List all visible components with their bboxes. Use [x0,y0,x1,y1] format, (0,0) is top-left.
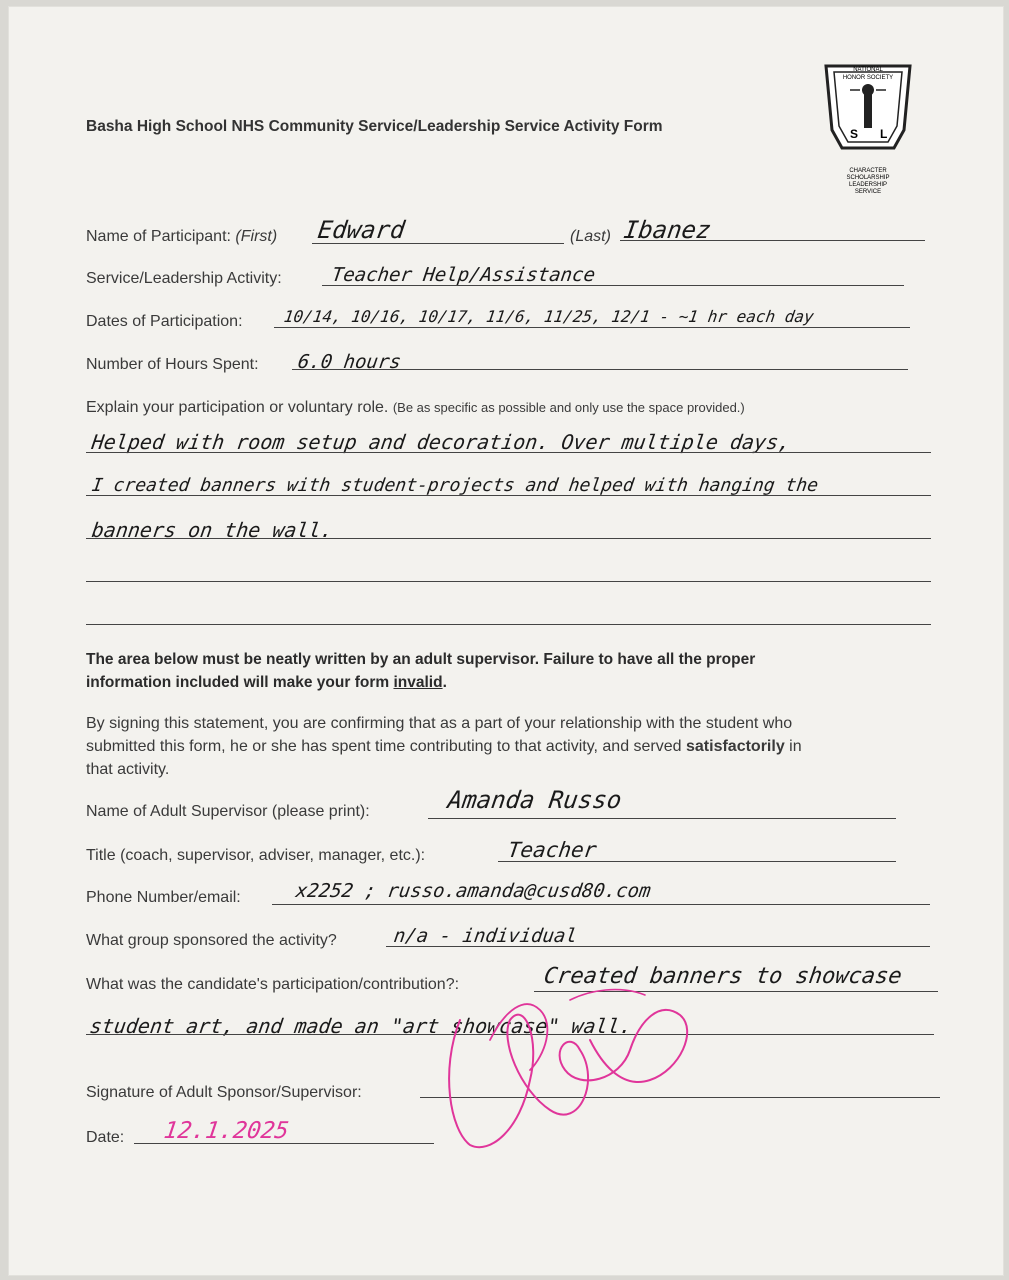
explain-line-2 [86,495,931,496]
phone-value: x2252 ; russo.amanda@cusd80.com [294,880,653,902]
activity-line [322,285,904,286]
participant-name-label: Name of Participant: (First) [86,228,278,245]
supervisor-notice-1: The area below must be neatly written by an adult supervisor. Failure to have all the proper [86,651,756,668]
svg-text:SERVICE: SERVICE [854,189,882,195]
contribution-value-1: Created banners to showcase [542,964,904,989]
statement-line-3: that activity. [86,761,170,778]
explain-line-2-text: I created banners with student-projects and helped with hanging the [90,475,820,496]
dates-label: Dates of Participation: [86,313,243,330]
supervisor-signature [430,960,700,1160]
explain-line-5 [86,624,931,625]
phone-line [272,904,930,905]
statement-line-1: By signing this statement, you are confirming that as a part of your relationship with the student who [86,715,793,732]
explain-line-3 [86,538,931,539]
supervisor-name-line [428,818,896,819]
statement-line-2: submitted this form, he or she has spent time contributing to that activity, and served satisfactorily in [86,738,802,755]
group-value: n/a - individual [392,925,579,947]
svg-text:SCHOLARSHIP: SCHOLARSHIP [846,175,890,181]
supervisor-notice-2: information included will make your form invalid. [86,674,447,691]
nhs-logo [820,58,916,200]
explain-line-4 [86,581,931,582]
phone-label: Phone Number/email: [86,889,241,906]
contribution-value-2: student art, and made an "art showcase" wall. [88,1014,634,1038]
first-name-value: Edward [316,216,407,244]
supervisor-name-value: Amanda Russo [446,786,624,814]
svg-text:LEADERSHIP: LEADERSHIP [848,182,888,188]
svg-text:NATIONAL: NATIONAL [853,67,883,73]
date-line [134,1143,434,1144]
explain-label: Explain your participation or voluntary role. (Be as specific as possible and only use the space provided.) [86,399,745,416]
date-label: Date: [86,1129,125,1146]
activity-label: Service/Leadership Activity: [86,270,282,287]
supervisor-title-label: Title (coach, supervisor, adviser, manager, etc.): [86,847,426,864]
hours-line [292,369,908,370]
activity-value: Teacher Help/Assistance [330,264,597,286]
group-line [386,946,930,947]
explain-line-1-text: Helped with room setup and decoration. Over multiple days, [90,430,793,454]
supervisor-name-label: Name of Adult Supervisor (please print): [86,803,370,820]
supervisor-title-line [498,861,896,862]
last-name-label: (Last) [570,228,611,245]
svg-text:HONOR SOCIETY: HONOR SOCIETY [842,75,894,81]
group-label: What group sponsored the activity? [86,932,337,949]
last-name-line [620,240,925,241]
dates-line [274,327,910,328]
form-title: Basha High School NHS Community Service/Leadership Service Activity Form [86,118,663,135]
first-name-line [312,243,564,244]
signature-label: Signature of Adult Sponsor/Supervisor: [86,1084,362,1101]
svg-text:L: L [880,127,888,141]
date-value: 12.1.2025 [162,1118,291,1144]
dates-value: 10/14, 10/16, 10/17, 11/6, 11/25, 12/1 - ~1 hr each day [282,307,816,326]
contribution-label: What was the candidate's participation/contribution?: [86,976,460,993]
svg-text:CHARACTER: CHARACTER [849,168,887,174]
svg-text:S: S [850,127,859,141]
explain-line-1 [86,452,931,453]
explain-line-3-text: banners on the wall. [90,518,335,542]
supervisor-title-value: Teacher [506,838,599,862]
last-name-value: Ibanez [622,216,713,244]
hours-label: Number of Hours Spent: [86,356,259,373]
hours-value: 6.0 hours [296,351,403,373]
